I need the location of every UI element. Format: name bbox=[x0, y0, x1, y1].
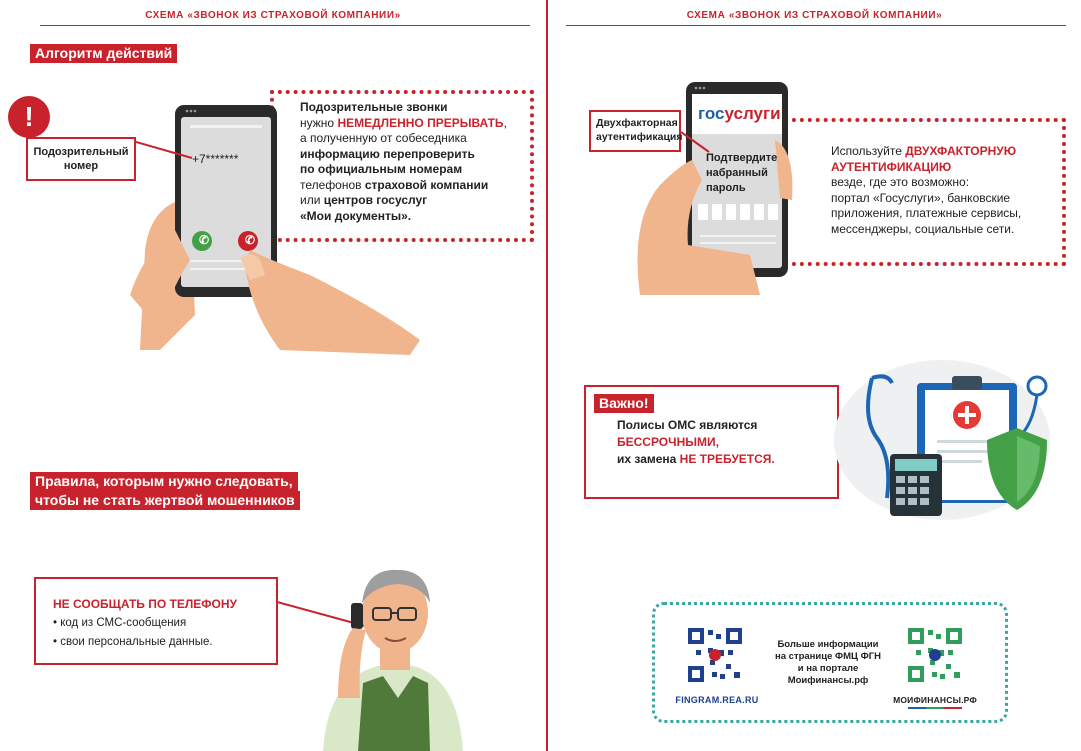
callout-twofa-line bbox=[681, 130, 711, 154]
confirm-l2: набранный bbox=[706, 167, 768, 179]
header-right: СХЕМА «ЗВОНОК ИЗ СТРАХОВОЙ КОМПАНИИ» bbox=[686, 10, 943, 21]
twofa-text bbox=[831, 144, 1066, 237]
algo-text-l6 bbox=[300, 178, 532, 194]
algo-text-l5: по официальным номерам bbox=[300, 162, 463, 176]
info-l1: Больше информации bbox=[777, 639, 879, 650]
rules-tag-l2: чтобы не стать жертвой мошенников bbox=[30, 491, 300, 510]
header-rule-right bbox=[566, 25, 1066, 26]
callout-suspicious-l2: номер bbox=[63, 160, 99, 172]
important-l3b: НЕ ТРЕБУЕТСЯ. bbox=[679, 452, 775, 466]
info-l4: Моифинансы.рф bbox=[787, 675, 869, 686]
rules-title: НЕ СООБЩАТЬ ПО ТЕЛЕФОНУ bbox=[53, 597, 238, 611]
callout-twofa-l1: Двухфакторная bbox=[596, 117, 678, 129]
important-l1: Полисы ОМС являются bbox=[617, 418, 758, 432]
algo-tag: Алгоритм действий bbox=[30, 44, 177, 63]
rules-bullet-2: • свои персональные данные. bbox=[53, 635, 213, 648]
algo-t2b: НЕМЕДЛЕННО ПРЕРЫВАТЬ bbox=[337, 115, 504, 130]
twofa-l5: приложения, платежные сервисы, bbox=[831, 206, 1022, 220]
algo-t2c: , bbox=[503, 115, 507, 130]
rules-b2-text: свои персональные данные bbox=[60, 635, 210, 648]
callout-suspicious bbox=[26, 137, 136, 181]
twofa-l2: АУТЕНТИФИКАЦИЮ bbox=[831, 159, 952, 174]
algo-text-l8: «Мои документы». bbox=[300, 208, 412, 223]
rules-box bbox=[34, 577, 278, 665]
gosuslugi-logo bbox=[698, 104, 781, 124]
rules-b2-end: . bbox=[209, 635, 213, 648]
moifinansy-stripe bbox=[908, 707, 962, 709]
qr-moifinansy-icon bbox=[908, 628, 962, 682]
confirm-text bbox=[706, 151, 777, 196]
warning-icon: ! bbox=[8, 96, 50, 138]
twofa-l1 bbox=[831, 144, 1066, 160]
rules-tag bbox=[30, 472, 300, 510]
twofa-t1a: Используйте bbox=[831, 144, 906, 158]
twofa-t1b: ДВУХФАКТОРНУЮ bbox=[905, 144, 1017, 158]
gosuslugi-logo-b: услуги bbox=[724, 104, 781, 123]
algo-t2a: нужно bbox=[300, 115, 338, 130]
elderly-man-illustration bbox=[318, 558, 468, 751]
rules-bullet-1: • код из СМС-сообщения bbox=[53, 617, 187, 629]
qr-fingram-icon bbox=[688, 628, 742, 682]
rules-tag-l1: Правила, которым нужно следовать, bbox=[30, 472, 298, 491]
callout-line bbox=[136, 140, 196, 160]
algo-text-l2 bbox=[300, 116, 532, 132]
medical-policy-illustration bbox=[832, 358, 1057, 523]
decline-call-icon: ✆ bbox=[245, 233, 256, 247]
algo-t7a: или bbox=[300, 193, 324, 207]
page-divider bbox=[546, 0, 548, 751]
info-l2: на странице ФМЦ ФГН bbox=[775, 651, 881, 662]
important-l2: БЕССРОЧНЫМИ, bbox=[617, 435, 719, 449]
algo-text-l1: Подозрительные звонки bbox=[300, 100, 448, 114]
suspicious-number: +7******* bbox=[192, 152, 239, 166]
callout-twofa bbox=[589, 110, 681, 152]
fingram-caption: FINGRAM.REA.RU bbox=[675, 695, 759, 705]
info-l3: и на портале bbox=[797, 663, 859, 674]
algo-t6a: телефонов bbox=[300, 177, 365, 192]
rules-b1-text: код из СМС-сообщения bbox=[60, 617, 187, 629]
gosuslugi-logo-a: гос bbox=[698, 104, 725, 123]
important-l3a: их замена bbox=[617, 452, 680, 466]
moifinansy-caption: МОИФИНАНСЫ.РФ bbox=[893, 695, 977, 705]
algo-t6b: страховой компании bbox=[364, 177, 489, 192]
accept-call-icon: ✆ bbox=[199, 233, 210, 247]
twofa-l4: портал «Госуслуги», банковские bbox=[831, 190, 1011, 205]
confirm-l3: пароль bbox=[706, 182, 746, 194]
algo-text-l3: а полученную от собеседника bbox=[300, 131, 467, 145]
algo-t7b: центров госуслуг bbox=[323, 193, 428, 207]
callout-suspicious-l1: Подозрительный bbox=[33, 146, 129, 158]
important-l3 bbox=[617, 451, 775, 468]
algo-text-l4: информацию перепроверить bbox=[300, 146, 475, 161]
info-text bbox=[758, 639, 898, 687]
algo-text bbox=[300, 100, 532, 224]
twofa-l6: мессенджеры, социальные сети. bbox=[831, 221, 1015, 236]
important-tag: Важно! bbox=[594, 394, 654, 413]
confirm-l1: Подтвердите bbox=[706, 152, 778, 164]
twofa-l3: везде, где это возможно: bbox=[831, 175, 970, 189]
header-left: СХЕМА «ЗВОНОК ИЗ СТРАХОВОЙ КОМПАНИИ» bbox=[145, 10, 401, 21]
callout-twofa-l2: аутентификация bbox=[596, 131, 683, 143]
algo-text-l7 bbox=[300, 193, 532, 209]
important-text bbox=[617, 417, 775, 468]
header-rule-left bbox=[40, 25, 530, 26]
